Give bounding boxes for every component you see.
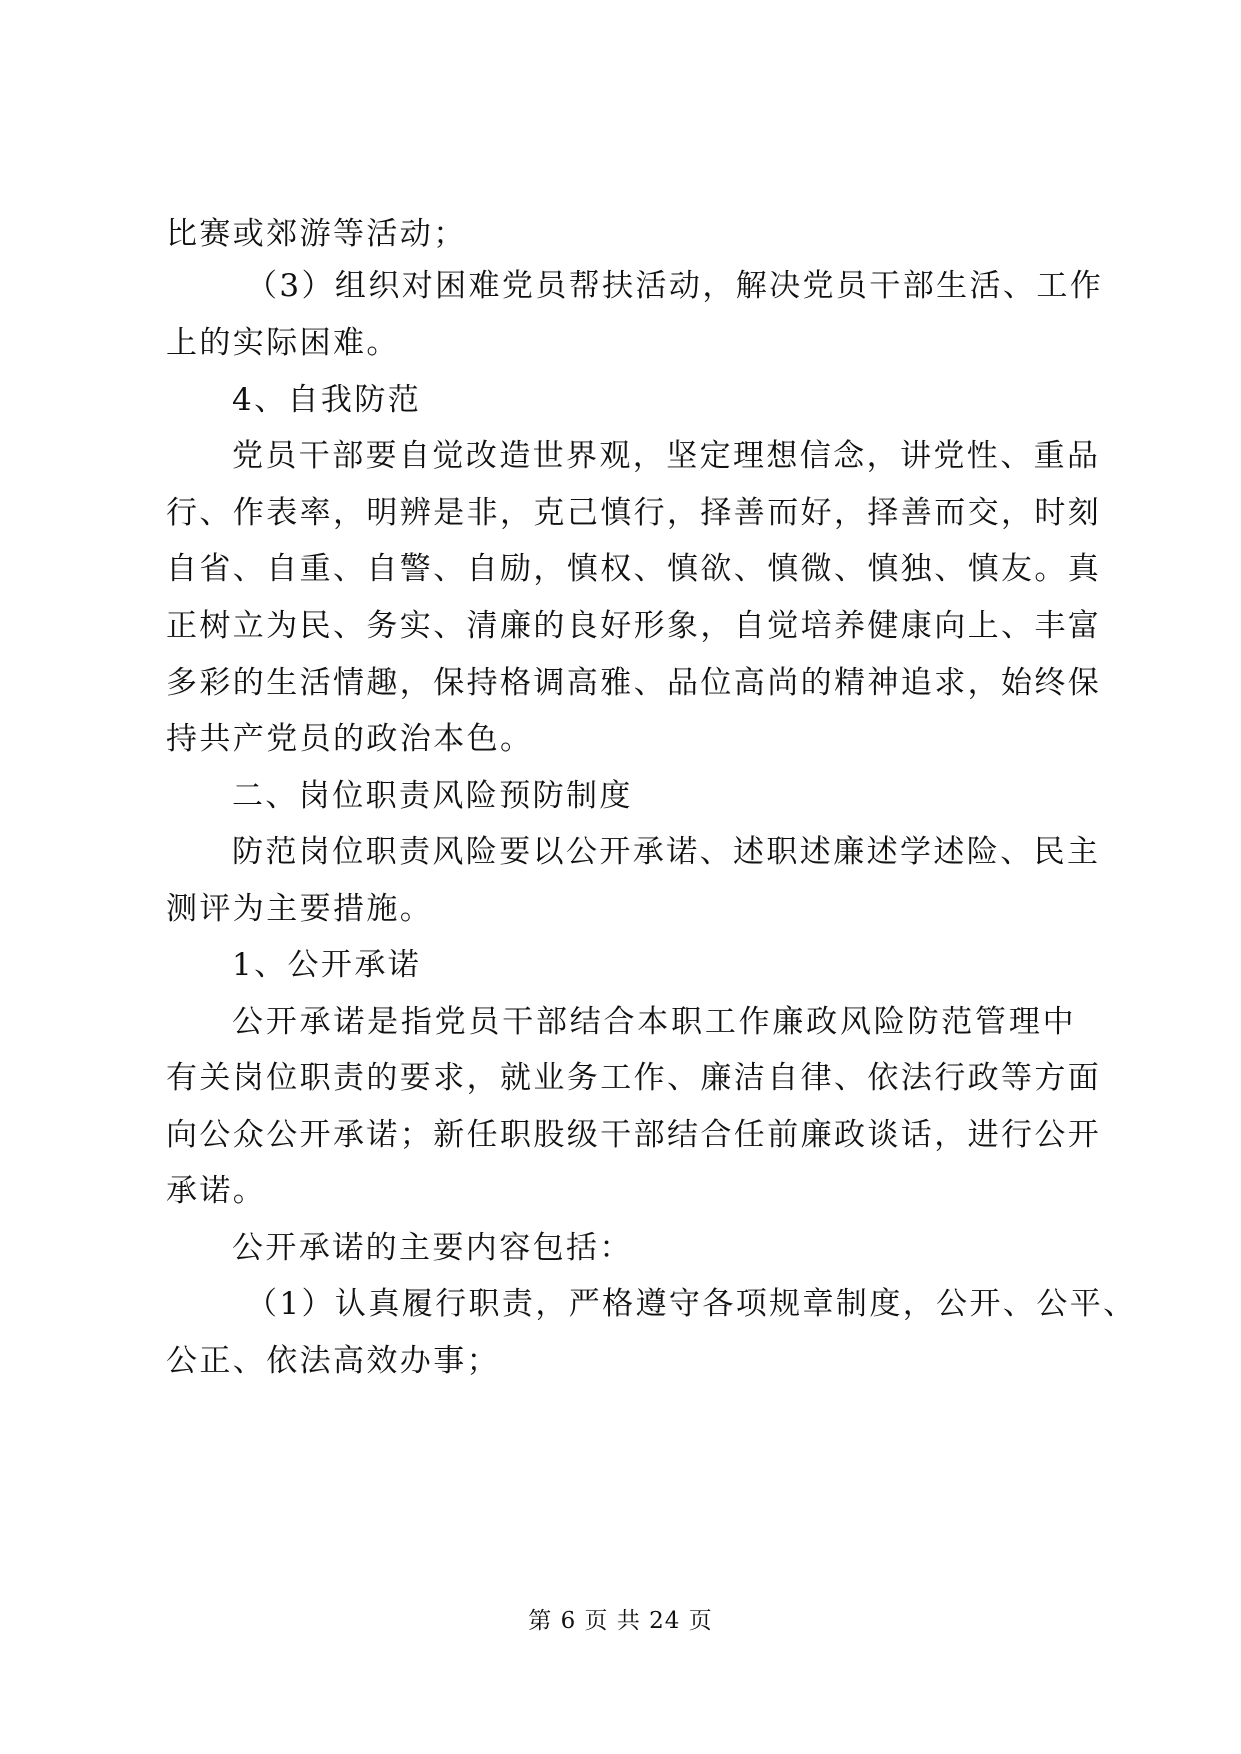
page-footer: 第 6 页 共 24 页 [528,1608,713,1634]
text-line: 承诺。 [166,1173,267,1209]
text-line: 多彩的生活情趣，保持格调高雅、品位高尚的精神追求，始终保 [166,665,1102,701]
text-line: 正树立为民、务实、清廉的良好形象，自觉培养健康向上、丰富 [166,608,1102,644]
text-line: 行、作表率，明辨是非，克己慎行，择善而好，择善而交，时刻 [166,495,1102,531]
section-heading: 4、自我防范 [232,382,422,418]
section-heading: 1、公开承诺 [232,947,422,983]
text-line: 向公众公开承诺；新任职股级干部结合任前廉政谈话，进行公开 [166,1117,1102,1153]
text-line: 公开承诺是指党员干部结合本职工作廉政风险防范管理中 [232,1004,1076,1040]
text-line: 防范岗位职责风险要以公开承诺、述职述廉述学述险、民主 [232,834,1101,870]
text-line: 公开承诺的主要内容包括： [232,1230,633,1266]
section-heading: 二、岗位职责风险预防制度 [232,778,633,814]
text-line: （1）认真履行职责，严格遵守各项规章制度，公开、公平、 [246,1286,1137,1322]
text-line: 党员干部要自觉改造世界观，坚定理想信念，讲党性、重品 [232,438,1101,474]
text-line: 自省、自重、自警、自励，慎权、慎欲、慎微、慎独、慎友。真 [166,551,1102,587]
text-line: 测评为主要措施。 [166,891,434,927]
text-line: （3）组织对困难党员帮扶活动，解决党员干部生活、工作 [246,268,1104,304]
text-line: 公正、依法高效办事； [166,1343,500,1379]
text-line: 有关岗位职责的要求，就业务工作、廉洁自律、依法行政等方面 [166,1060,1102,1096]
text-line: 上的实际困难。 [166,325,400,361]
text-line: 比赛或郊游等活动； [166,216,467,252]
text-line: 持共产党员的政治本色。 [166,721,534,757]
